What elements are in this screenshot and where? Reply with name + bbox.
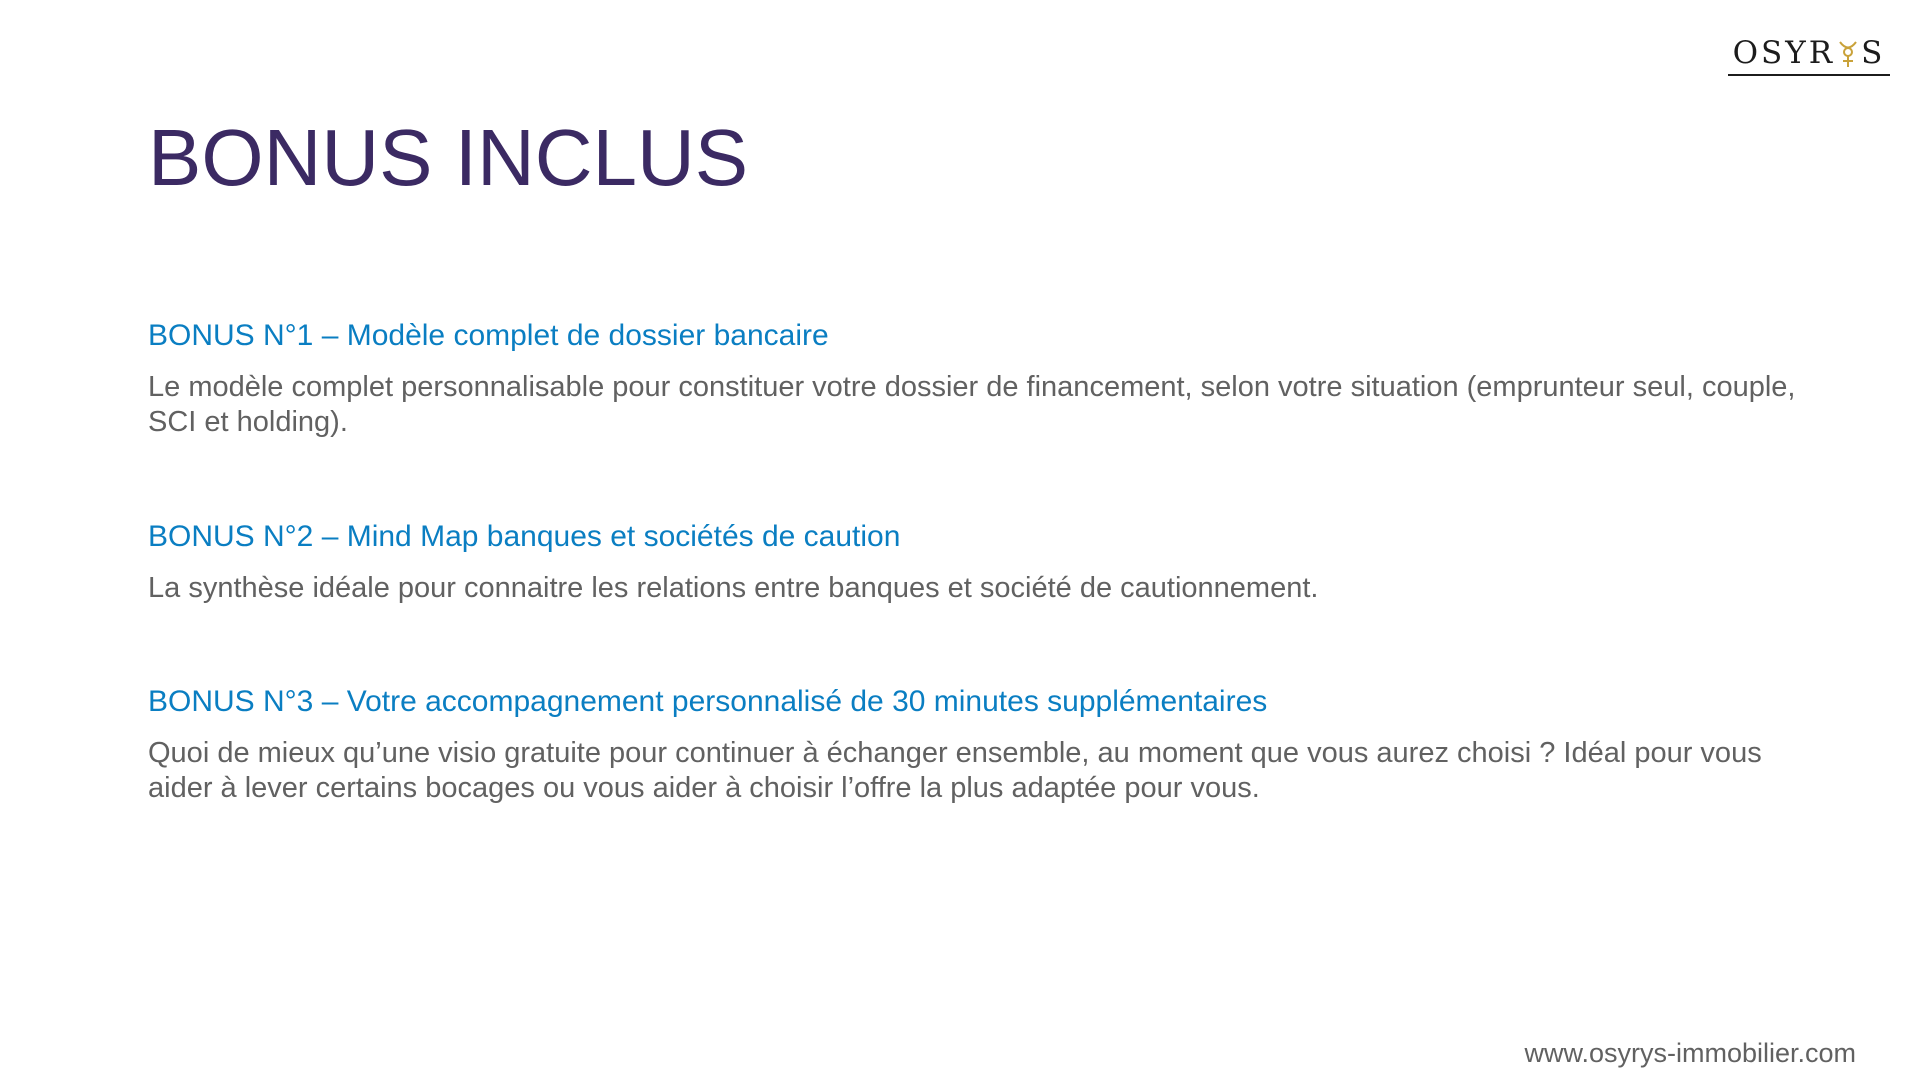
bonus-item-3: [148, 684, 1808, 806]
logo-wordmark: [1732, 35, 1886, 71]
bonus-description: La synthèse idéale pour connaitre les relations entre banques et société de cautionnement.: [148, 572, 1319, 604]
bonus-title: BONUS N°2 – Mind Map banques et sociétés de caution: [148, 520, 901, 553]
website-link[interactable]: www.osyrys-immobilier.com: [1524, 1038, 1856, 1068]
logo-text-right: S: [1861, 35, 1886, 71]
gold-symbol-icon: [1837, 39, 1859, 69]
brand-logo: [1728, 35, 1890, 76]
logo-text-left: OSYR: [1732, 35, 1836, 71]
bonus-title: BONUS N°1 – Modèle complet de dossier bancaire: [148, 319, 829, 352]
bonus-item-1: [148, 318, 1808, 440]
page-title: BONUS INCLUS: [148, 113, 749, 202]
bonus-description: Le modèle complet personnalisable pour constituer votre dossier de financement, selon votre situation (emprunteur seul, couple, SCI et holding).: [148, 371, 1796, 438]
logo-underline: [1728, 74, 1890, 76]
bonus-item-2: [148, 519, 1808, 606]
bonus-description: Quoi de mieux qu’une visio gratuite pour continuer à échanger ensemble, au moment que vous aurez choisi ? Idéal pour vous aider à lever certains bocages ou vous aider à choisir l’offre la plus adaptée pour vous.: [148, 737, 1762, 804]
bonus-title: BONUS N°3 – Votre accompagnement personnalisé de 30 minutes supplémentaires: [148, 685, 1268, 718]
